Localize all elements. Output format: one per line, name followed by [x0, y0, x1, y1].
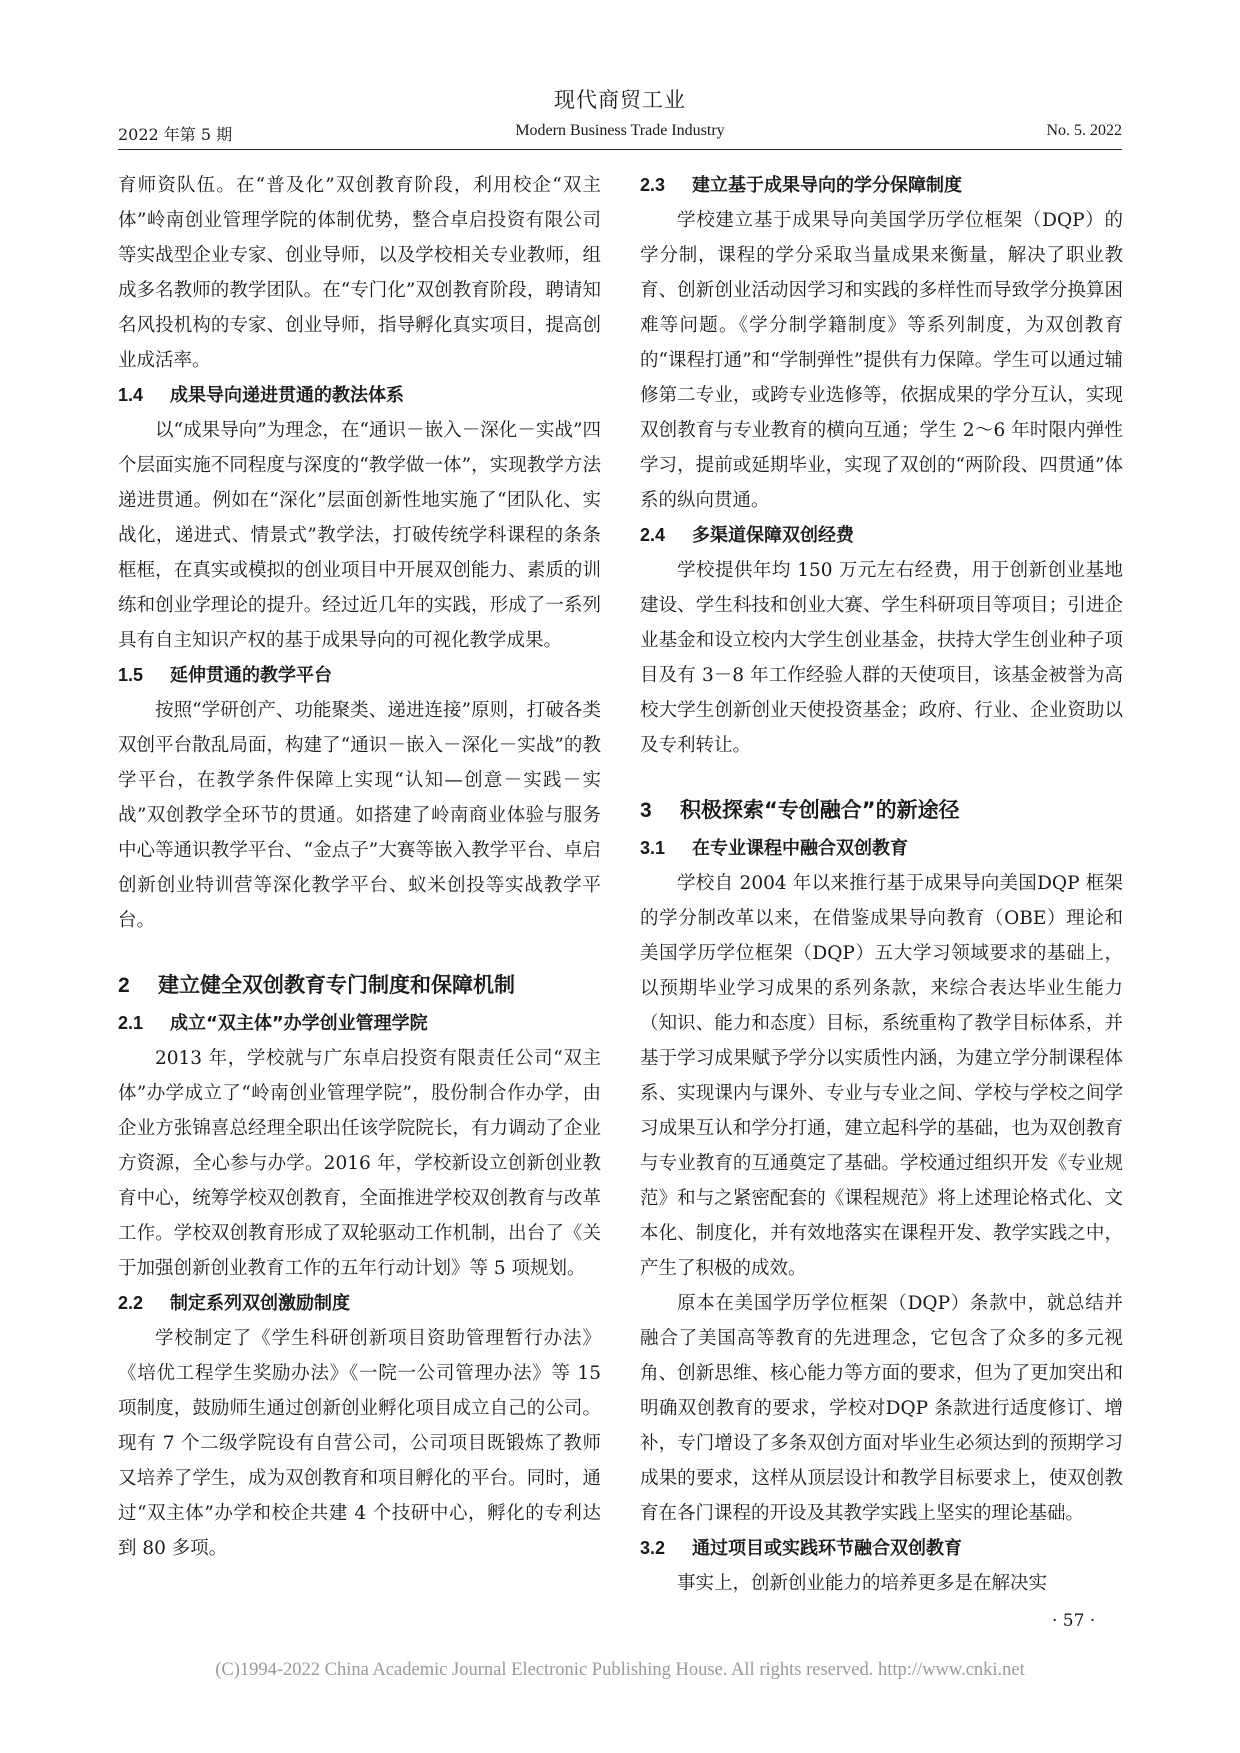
paragraph-2-4: 学校提供年均 150 万元左右经费，用于创新创业基地建设、学生科技和创业大赛、学生科研项目等项目；引进企业基金和设立校内大学生创业基金，扶持大学生创业种子项目及有 3－8 年工作经验人群的天使项目，该基金被誉为高校大学生创新创业天使投资基金；政府、行业、企业资助以及专利转让。: [640, 560, 1123, 756]
paragraph-2-1: 2013 年，学校就与广东卓启投资有限责任公司“双主体”办学成立了“岭南创业管理学院”，股份制合作办学，由企业方张锦喜总经理全职出任该学院院长，有力调动了企业方资源，全心参与办学。2016 年，学校新设立创新创业教育中心，统筹学校双创教育，全面推进学校双创教育与改革工作。学校双创教育形成了双轮驱动工作机制，出台了《关于加强创新创业教育工作的五年行动计划》等 5 项规划。: [118, 1048, 601, 1279]
section-title: 积极探索“专创融合”的新途径: [680, 798, 960, 822]
heading-2-2: [118, 1286, 601, 1321]
section-title: 延伸贯通的教学平台: [170, 665, 332, 686]
heading-1-4: [118, 378, 601, 413]
left-column: [118, 168, 601, 1566]
paragraph-3-1-b: 原本在美国学历学位框架（DQP）条款中，就总结并融合了美国高等教育的先进理念，它包含了众多的多元视角、创新思维、核心能力等方面的要求，但为了更加突出和明确双创教育的要求，学校对DQP 条款进行适度修订、增补，专门增设了多条双创方面对毕业生必须达到的预期学习成果的要求，这样从顶层设计和教学目标要求上，使双创教育在各门课程的开设及其教学实践上坚实的理论基础。: [640, 1293, 1123, 1524]
copyright-notice: (C)1994-2022 China Academic Journal Electronic Publishing House. All rights reserved. http://www.cnki.net: [215, 1660, 1025, 1680]
journal-title: 现代商贸工业: [554, 88, 686, 112]
section-title: 制定系列双创激励制度: [170, 1293, 350, 1314]
issue-right: No. 5. 2022: [1046, 122, 1122, 139]
page-number: · 57 ·: [1052, 1611, 1096, 1631]
section-number: 3.1: [640, 838, 666, 858]
section-number: 2: [118, 974, 130, 997]
section-title: 通过项目或实践环节融合双创教育: [692, 1538, 962, 1559]
heading-1-5: [118, 658, 601, 693]
paragraph-2-3: 学校建立基于成果导向美国学历学位框架（DQP）的学分制，课程的学分采取当量成果来衡量，解决了职业教育、创新创业活动因学习和实践的多样性而导致学分换算困难等问题。《学分制学籍制度》等系列制度，为双创教育的“课程打通”和“学制弹性”提供有力保障。学生可以通过辅修第二专业，或跨专业选修等，依据成果的学分互认，实现双创教育与专业教育的横向互通；学生 2～6 年时限内弹性学习，提前或延期毕业，实现了双创的“两阶段、四贯通”体系的纵向贯通。: [640, 210, 1123, 511]
section-title: 建立健全双创教育专门制度和保障机制: [158, 973, 515, 997]
heading-3-1: [640, 831, 1123, 866]
section-number: 2.4: [640, 525, 666, 545]
heading-3-2: [640, 1531, 1123, 1566]
heading-2: [118, 965, 601, 1006]
journal-english-title: Modern Business Trade Industry: [515, 122, 725, 139]
section-number: 2.1: [118, 1013, 144, 1033]
section-title: 在专业课程中融合双创教育: [692, 838, 908, 859]
paragraph-2-2: 学校制定了《学生科研创新项目资助管理暂行办法》《培优工程学生奖励办法》《一院一公司管理办法》等 15 项制度，鼓励师生通过创新创业孵化项目成立自己的公司。现有 7 个二级学院设有自营公司，公司项目既锻炼了教师又培养了学生，成为双创教育和项目孵化的平台。同时，通过“双主体”办学和校企共建 4 个技研中心，孵化的专利达到 80 多项。: [118, 1328, 601, 1559]
section-number: 3.2: [640, 1538, 666, 1558]
paragraph-3-1-a: 学校自 2004 年以来推行基于成果导向美国DQP 框架的学分制改革以来，在借鉴成果导向教育（OBE）理论和美国学历学位框架（DQP）五大学习领域要求的基础上，以预期毕业学习成果的系列条款，来综合表达毕业生能力（知识、能力和态度）目标，系统重构了教学目标体系，并基于学习成果赋予学分以实质性内涵，为建立学分制课程体系、实现课内与课外、专业与专业之间、学校与学校之间学习成果互认和学分打通，建立起科学的基础，也为双创教育与专业教育的互通奠定了基础。学校通过组织开发《专业规范》和与之紧密配套的《课程规范》将上述理论格式化、文本化、制度化，并有效地落实在课程开发、教学实践之中，产生了积极的成效。: [640, 873, 1123, 1279]
heading-2-1: [118, 1006, 601, 1041]
heading-2-4: [640, 518, 1123, 553]
section-title: 成果导向递进贯通的教法体系: [170, 385, 404, 406]
section-number: 1.4: [118, 385, 144, 405]
section-number: 3: [640, 799, 652, 822]
right-column: [640, 168, 1123, 1601]
section-title: 成立“双主体”办学创业管理学院: [170, 1013, 428, 1034]
paragraph-1-5: 按照“学研创产、功能聚类、递进连接”原则，打破各类双创平台散乱局面，构建了“通识－嵌入－深化－实战”的教学平台，在教学条件保障上实现“认知—创意－实践－实战”双创教学全环节的贯通。如搭建了岭南商业体验与服务中心等通识教学平台、“金点子”大赛等嵌入教学平台、卓启创新创业特训营等深化教学平台、蚁米创投等实战教学平台。: [118, 700, 601, 931]
section-number: 1.5: [118, 665, 144, 685]
issue-left: 2022 年第 5 期: [118, 125, 233, 144]
paragraph-1-4: 以“成果导向”为理念，在“通识－嵌入－深化－实战”四个层面实施不同程度与深度的“教学做一体”，实现教学方法递进贯通。例如在“深化”层面创新性地实施了“团队化、实战化，递进式、情景式”教学法，打破传统学科课程的条条框框，在真实或模拟的创业项目中开展双创能力、素质的训练和创业学理论的提升。经过近几年的实践，形成了一系列具有自主知识产权的基于成果导向的可视化教学成果。: [118, 420, 601, 651]
section-number: 2.3: [640, 175, 666, 195]
section-title: 建立基于成果导向的学分保障制度: [692, 175, 962, 196]
section-number: 2.2: [118, 1293, 144, 1313]
paragraph-3-2: 事实上，创新创业能力的培养更多是在解决实: [677, 1573, 1048, 1594]
heading-2-3: [640, 168, 1123, 203]
paragraph-intro: 育师资队伍。在“普及化”双创教育阶段，利用校企“双主体”岭南创业管理学院的体制优势，整合卓启投资有限公司等实战型企业专家、创业导师，以及学校相关专业教师，组成多名教师的教学团队。在“专门化”双创教育阶段，聘请知名风投机构的专家、创业导师，指导孵化真实项目，提高创业成活率。: [118, 175, 601, 371]
header-rule: [118, 149, 1122, 150]
section-title: 多渠道保障双创经费: [692, 525, 854, 546]
heading-3: [640, 790, 1123, 831]
